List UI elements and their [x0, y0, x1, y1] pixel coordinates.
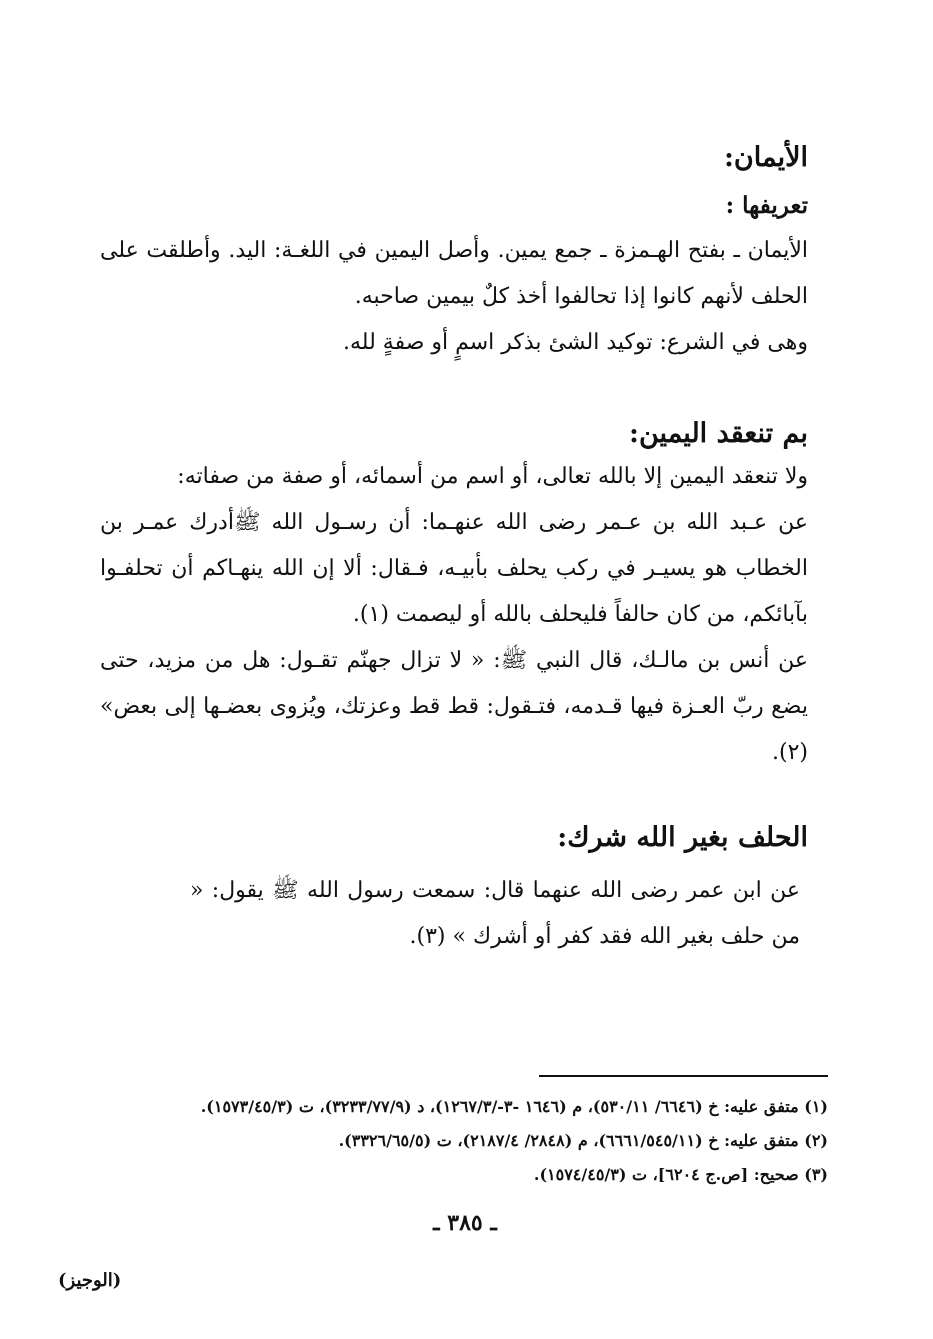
footnote-1: (١) متفق عليه: خ (٦٦٤٦/ ٥٣٠/١١)، م (١٦٤٦ -٣-/١٢٦٧/٣)، د (٣٢٣٣/٧٧/٩)، ت (١٥٧٣/٤٥/٣). [200, 1097, 828, 1116]
footnotes [90, 1090, 828, 1192]
section-heading-swearing-by-other-than-allah: الحلف بغير الله شرك: [557, 822, 808, 853]
paragraph-definition-language: الأيمان ـ بفتح الهـمزة ـ جمع يمين. وأصل اليمين في اللغـة: اليد. وأطلقت على الحلف لأنهم كانوا إذا تحالفوا أخذ كلٌ بيمين صاحبه. [100, 238, 808, 309]
footnote-2: (٢) متفق عليه: خ (٦٦٦١/٥٤٥/١١)، م (٢٨٤٨/ ٢١٨٧/٤)، ت (٣٣٢٦/٦٥/٥). [338, 1131, 828, 1150]
paragraph-hadith-ibn-umar: عن عـبد الله بن عـمر رضى الله عنهـما: أن رسـول الله ﷺأدرك عمـر بن الخطاب هو يسيـر في ركب يحلف بأبيـه، فـقال: ألا إن الله ينهـاكم أن تحلفـوا بآبائكم، من كان حالفاً فليحلف بالله أو ليصمت (١). [100, 510, 808, 627]
footnote-divider [539, 1075, 828, 1077]
page-number: ـ ٣٨٥ ـ [433, 1210, 497, 1236]
paragraph-hadith-shirk: عن ابن عمر رضى الله عنهما قال: سمعت رسول الله ﷺ يقول: « من حلف بغير الله فقد كفر أو أشرك » (٣). [190, 878, 800, 949]
section-heading-how-oath-is-made: بم تنعقد اليمين: [629, 418, 808, 449]
footnote-3: (٣) صحيح: [ص.ج ٦٢٠٤]، ت (١٥٧٤/٤٥/٣). [533, 1165, 828, 1184]
book-tag: (الوجيز) [58, 1270, 122, 1291]
paragraph-definition-sharia: وهى في الشرع: توكيد الشئ بذكر اسمٍ أو صفةٍ لله. [343, 330, 808, 355]
paragraph-hadith-anas: عن أنس بن مالـك، قال النبي ﷺ: « لا تزال جهنّم تقـول: هل من مزيد، حتى يضع ربّ العـزة فيها قـدمه، فتـقول: قط قط وعزتك، ويُزوى بعضـها إلى بعض» (٢). [100, 648, 808, 765]
section-heading-oaths: الأيمان: [723, 142, 808, 173]
section-subheading-definition: تعريفها : [725, 192, 808, 219]
paragraph-oath-only-by-allah: ولا تنعقد اليمين إلا بالله تعالى، أو اسم من أسمائه، أو صفة من صفاته: [177, 464, 808, 489]
